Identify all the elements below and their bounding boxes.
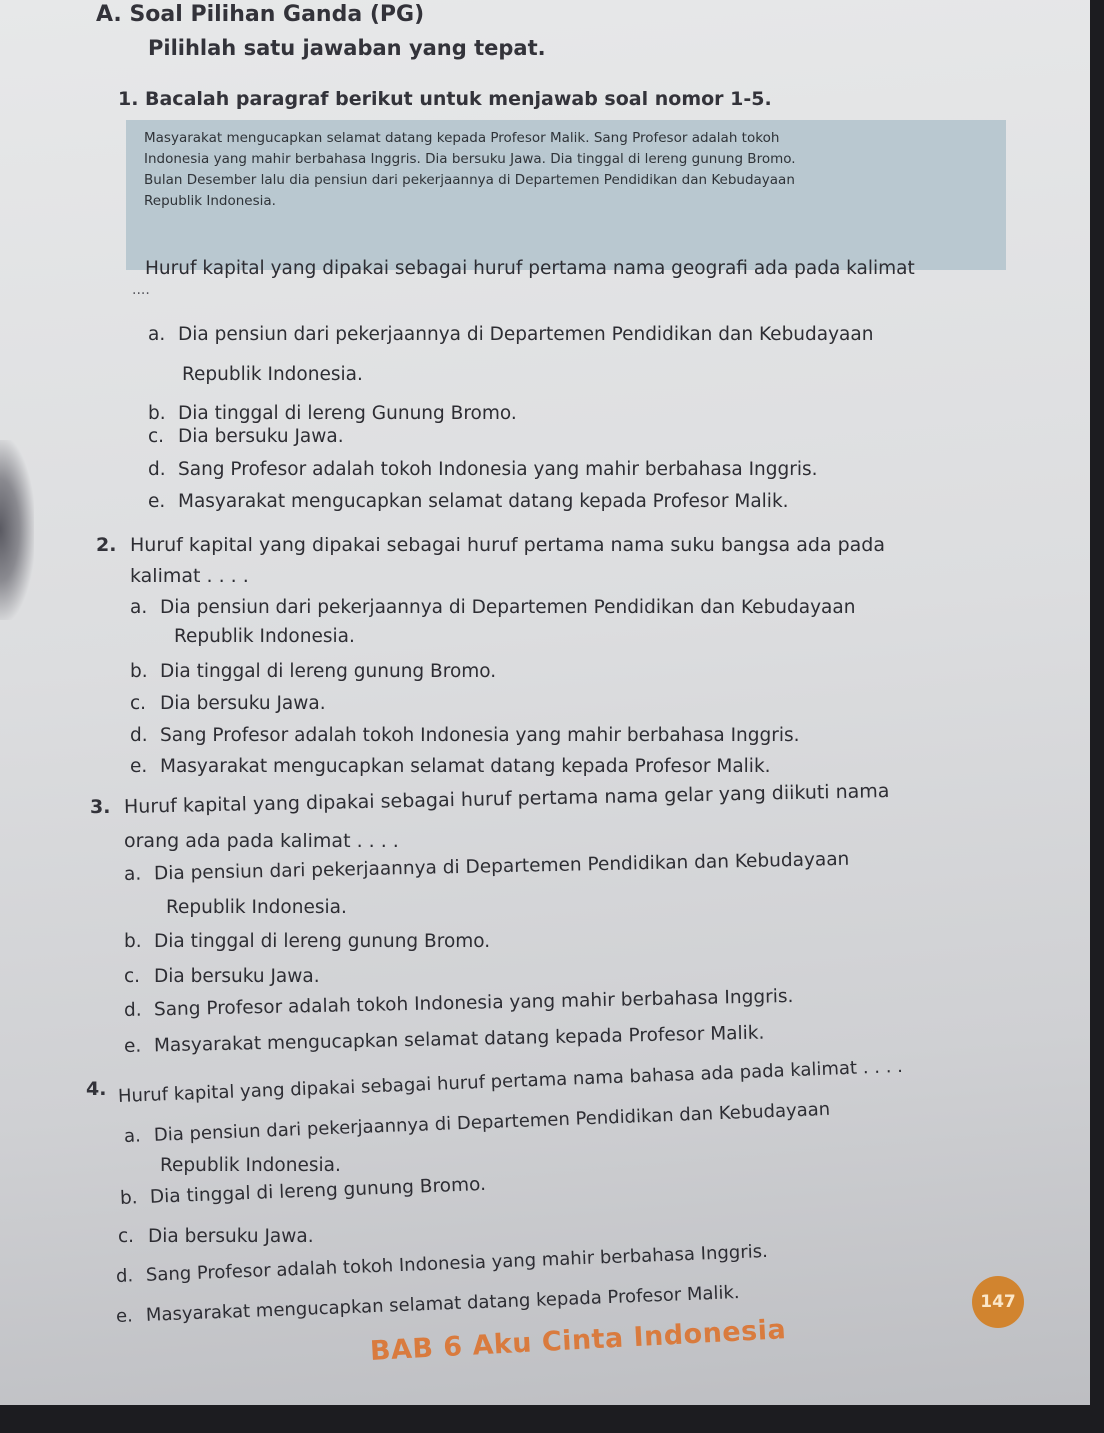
option-text: Dia pensiun dari pekerjaannya di Departemen Pendidikan dan Kebudayaan [153,1098,831,1146]
option-text: Masyarakat mengucapkan selamat datang kepada Profesor Malik. [160,756,771,777]
chapter-footer: BAB 6 Aku Cinta Indonesia [369,1314,787,1367]
option-text: Sang Profesor adalah tokoh Indonesia yang mahir berbahasa Inggris. [178,459,818,480]
option-label: a. [148,324,166,345]
option-label: a. [123,1125,142,1147]
question-4-stem-line-1: Huruf kapital yang dipakai sebagai huruf pertama nama bahasa ada pada kalimat . . . . [117,1055,904,1107]
option-label: b. [124,931,142,952]
instruction: Pilihlah satu jawaban yang tepat. [148,36,546,60]
q2-option-d[interactable] [130,721,800,751]
option-text: Dia pensiun dari pekerjaannya di Departemen Pendidikan dan Kebudayaan [160,597,856,618]
passage-line: Indonesia yang mahir berbahasa Inggris. Dia bersuku Jawa. Dia tinggal di lereng gunung Bromo. [144,151,796,167]
passage-line: Masyarakat mengucapkan selamat datang kepada Profesor Malik. Sang Profesor adalah tokoh [144,130,780,146]
question-3-stem-line-2: orang ada pada kalimat . . . . [124,830,399,852]
option-text: Masyarakat mengucapkan selamat datang kepada Profesor Malik. [153,1022,765,1057]
reading-passage [126,120,1006,270]
option-label: a. [130,597,148,618]
option-label: c. [124,966,141,987]
option-label: b. [119,1187,138,1209]
page-binding-shadow [0,440,34,620]
q3-option-e[interactable] [124,1019,765,1062]
option-text: Sang Profesor adalah tokoh Indonesia yang mahir berbahasa Inggris. [153,985,794,1021]
question-1-intro: Bacalah paragraf berikut untuk menjawab soal nomor 1-5. [145,88,772,110]
passage-line: Bulan Desember lalu dia pensiun dari pekerjaannya di Departemen Pendidikan dan Kebudayaan [144,172,795,188]
option-label: a. [123,863,142,885]
option-text: Sang Profesor adalah tokoh Indonesia yang mahir berbahasa Inggris. [160,725,800,746]
q1-option-a[interactable] [148,320,873,350]
option-text: Dia bersuku Jawa. [148,1226,314,1247]
option-text: Dia bersuku Jawa. [178,426,344,447]
q1-option-c[interactable] [148,422,344,452]
option-label: e. [148,491,166,512]
option-text: Dia bersuku Jawa. [160,693,326,714]
question-1-stem-ellipsis: .... [132,282,150,298]
option-text: Dia tinggal di lereng gunung Bromo. [154,931,491,952]
option-text: Masyarakat mengucapkan selamat datang kepada Profesor Malik. [178,491,789,512]
option-label: d. [123,999,142,1021]
option-label: c. [130,693,147,714]
option-text: Sang Profesor adalah tokoh Indonesia yang mahir berbahasa Inggris. [145,1240,769,1286]
q2-option-c[interactable] [130,689,326,719]
option-label: d. [148,459,166,480]
q2-option-b[interactable] [130,657,496,687]
option-label: d. [115,1265,134,1287]
option-label: b. [148,403,166,424]
q4-option-a-continued: Republik Indonesia. [160,1155,341,1176]
option-label: d. [130,725,148,746]
section-title: A. Soal Pilihan Ganda (PG) [96,2,425,27]
question-1-number: 1. [118,88,139,110]
option-label: e. [130,756,148,777]
q1-option-e[interactable] [148,487,789,517]
option-label: c. [148,426,165,447]
option-text: Masyarakat mengucapkan selamat datang kepada Profesor Malik. [145,1282,740,1326]
option-text: Dia tinggal di lereng gunung Bromo. [160,661,497,682]
q3-option-b[interactable] [124,927,490,957]
q4-option-b[interactable] [119,1170,486,1214]
option-label: b. [130,661,148,682]
question-1-stem: Huruf kapital yang dipakai sebagai huruf pertama nama geografi ada pada kalimat [145,258,915,279]
question-3-number: 3. [90,796,111,818]
q2-option-a-continued: Republik Indonesia. [174,626,355,647]
option-label: e. [123,1035,142,1057]
q2-option-a[interactable] [130,593,855,623]
option-text: Dia tinggal di lereng Gunung Bromo. [178,403,517,424]
question-2-stem-line-2: kalimat . . . . [130,565,249,587]
option-text: Dia tinggal di lereng gunung Bromo. [149,1173,487,1208]
question-4-number: 4. [86,1078,107,1100]
q3-option-a-continued: Republik Indonesia. [166,897,347,918]
option-label: e. [115,1305,134,1327]
option-text: Dia pensiun dari pekerjaannya di Departemen Pendidikan dan Kebudayaan [153,848,850,885]
question-2-stem-line-1: Huruf kapital yang dipakai sebagai huruf pertama nama suku bangsa ada pada [130,534,885,556]
question-3-stem-line-1: Huruf kapital yang dipakai sebagai huruf pertama nama gelar yang diikuti nama [123,779,890,818]
q1-option-d[interactable] [148,455,818,485]
option-label: c. [118,1226,135,1247]
passage-line: Republik Indonesia. [144,193,276,209]
q4-option-c[interactable] [118,1222,314,1252]
q3-option-c[interactable] [124,962,320,992]
q4-option-a[interactable] [123,1095,830,1152]
option-text: Dia bersuku Jawa. [154,966,320,987]
question-2-number: 2. [96,534,117,556]
q1-option-a-continued: Republik Indonesia. [182,364,363,385]
q2-option-e[interactable] [130,752,771,782]
option-text: Dia pensiun dari pekerjaannya di Departemen Pendidikan dan Kebudayaan [178,324,874,345]
page-number-badge: 147 [972,1276,1024,1328]
